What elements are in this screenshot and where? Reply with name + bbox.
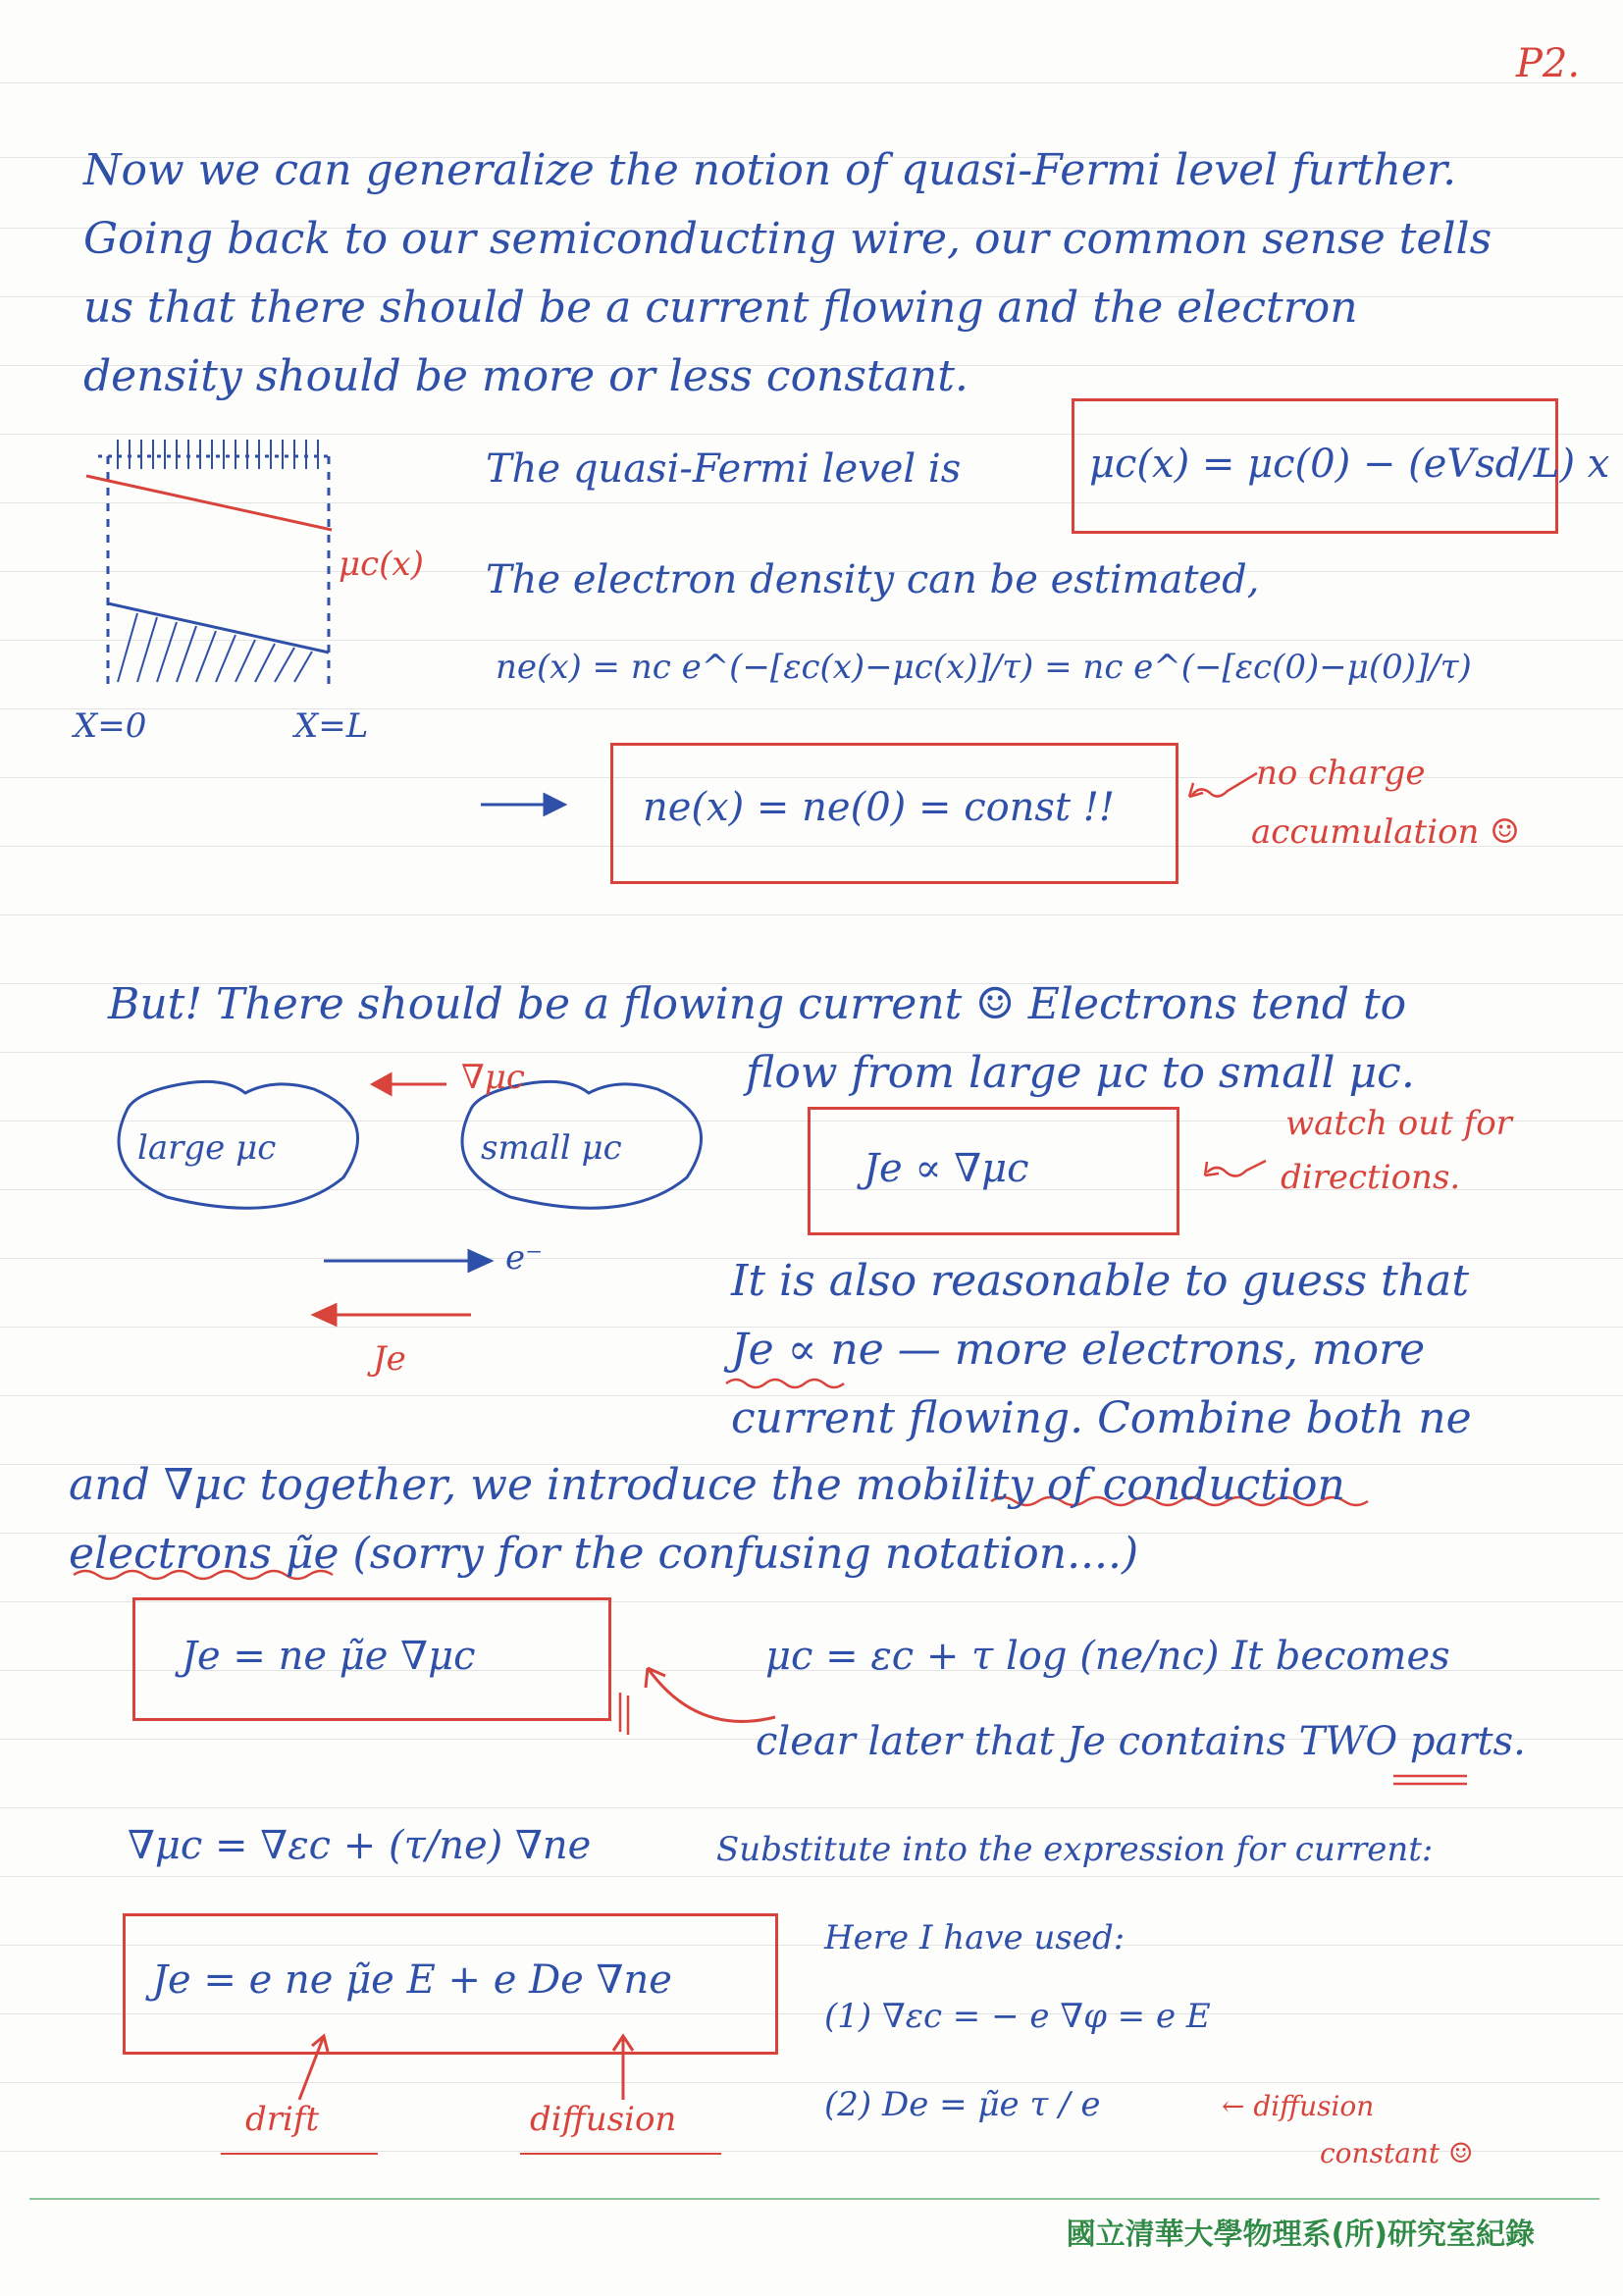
mu-definition: μc = εc + τ log (ne/nc) It becomes	[765, 1634, 1450, 1679]
implies-arrow	[481, 795, 564, 814]
combine-line-2: electrons μ̃e (sorry for the confusing notation....)	[69, 1529, 1139, 1579]
x-zero-label: X=0	[74, 706, 147, 746]
large-mu-label: large μc	[137, 1128, 277, 1168]
grad-mu-label: ∇μc	[461, 1058, 525, 1097]
final-formula: Je = e ne μ̃e E + e De ∇ne	[152, 1957, 672, 2003]
substitute-line: Substitute into the expression for current:	[716, 1830, 1434, 1869]
watch-note-1: watch out for	[1285, 1104, 1512, 1143]
intro-line-2: Going back to our semiconducting wire, our common sense tells	[83, 214, 1492, 264]
watch-note-2: directions.	[1281, 1158, 1461, 1197]
quasi-fermi-text: The quasi-Fermi level is	[486, 446, 962, 492]
guess-line-3: current flowing. Combine both ne	[731, 1393, 1472, 1443]
but-line: But! There should be a flowing current ☺ Electrons tend to	[108, 979, 1407, 1029]
combine-line-1: and ∇μc together, we introduce the mobility of conduction	[69, 1460, 1345, 1510]
no-charge-note-2: accumulation ☺	[1251, 812, 1520, 852]
guess-line-2: Je ∝ ne — more electrons, more	[731, 1325, 1426, 1375]
wavy-underline	[726, 1380, 844, 1387]
electron-label: e⁻	[505, 1238, 544, 1278]
x-l-label: X=L	[294, 706, 369, 746]
diffusion-constant-note-2: constant ☺	[1320, 2137, 1474, 2169]
density-formula: ne(x) = nc e^(−[εc(x)−μc(x)]/τ) = nc e^(−[εc(0)−μ(0)]/τ)	[496, 648, 1472, 687]
density-result: ne(x) = ne(0) = const !!	[643, 785, 1115, 830]
drift-label: drift	[245, 2100, 320, 2139]
proportional-formula: Je ∝ ∇μc	[864, 1146, 1029, 1191]
curved-arrow	[648, 1668, 775, 1721]
je-label: Je	[373, 1339, 406, 1379]
grad-arrow	[373, 1074, 446, 1094]
footer-divider	[29, 2198, 1599, 2200]
used-item-1: (1) ∇εc = − e ∇φ = e E	[824, 1997, 1211, 2036]
guess-line-1: It is also reasonable to guess that	[731, 1256, 1470, 1306]
footer-institution: 國立清華大學物理系(所)研究室紀錄	[1066, 2218, 1535, 2252]
flow-line: flow from large μc to small μc.	[746, 1048, 1415, 1098]
mu-c-label: μc(x)	[339, 545, 424, 584]
page-number: P2.	[1516, 41, 1581, 86]
quasi-fermi-formula: μc(x) = μc(0) − (eVsd/L) x	[1089, 442, 1610, 487]
small-mu-label: small μc	[481, 1128, 622, 1168]
used-line: Here I have used:	[824, 1918, 1126, 1957]
mobility-formula: Je = ne μ̃e ∇μc	[182, 1634, 476, 1679]
no-charge-note-1: no charge	[1256, 754, 1426, 793]
band-diagram	[98, 440, 334, 687]
current-arrow	[314, 1305, 471, 1325]
diffusion-label: diffusion	[530, 2100, 677, 2139]
electron-arrow	[324, 1251, 491, 1271]
gradient-formula: ∇μc = ∇εc + (τ/ne) ∇ne	[128, 1823, 592, 1868]
used-item-2: (2) De = μ̃e τ / e	[824, 2085, 1101, 2124]
diffusion-constant-note-1: ← diffusion	[1222, 2090, 1375, 2122]
quasi-fermi-line	[86, 476, 332, 530]
intro-line-4: density should be more or less constant.	[83, 351, 969, 401]
intro-line-1: Now we can generalize the notion of quasi-Fermi level further.	[83, 145, 1457, 195]
intro-line-3: us that there should be a current flowing and the electron	[83, 283, 1358, 333]
clear-later-line: clear later that Je contains TWO parts.	[756, 1719, 1526, 1764]
density-text: The electron density can be estimated,	[486, 557, 1260, 602]
